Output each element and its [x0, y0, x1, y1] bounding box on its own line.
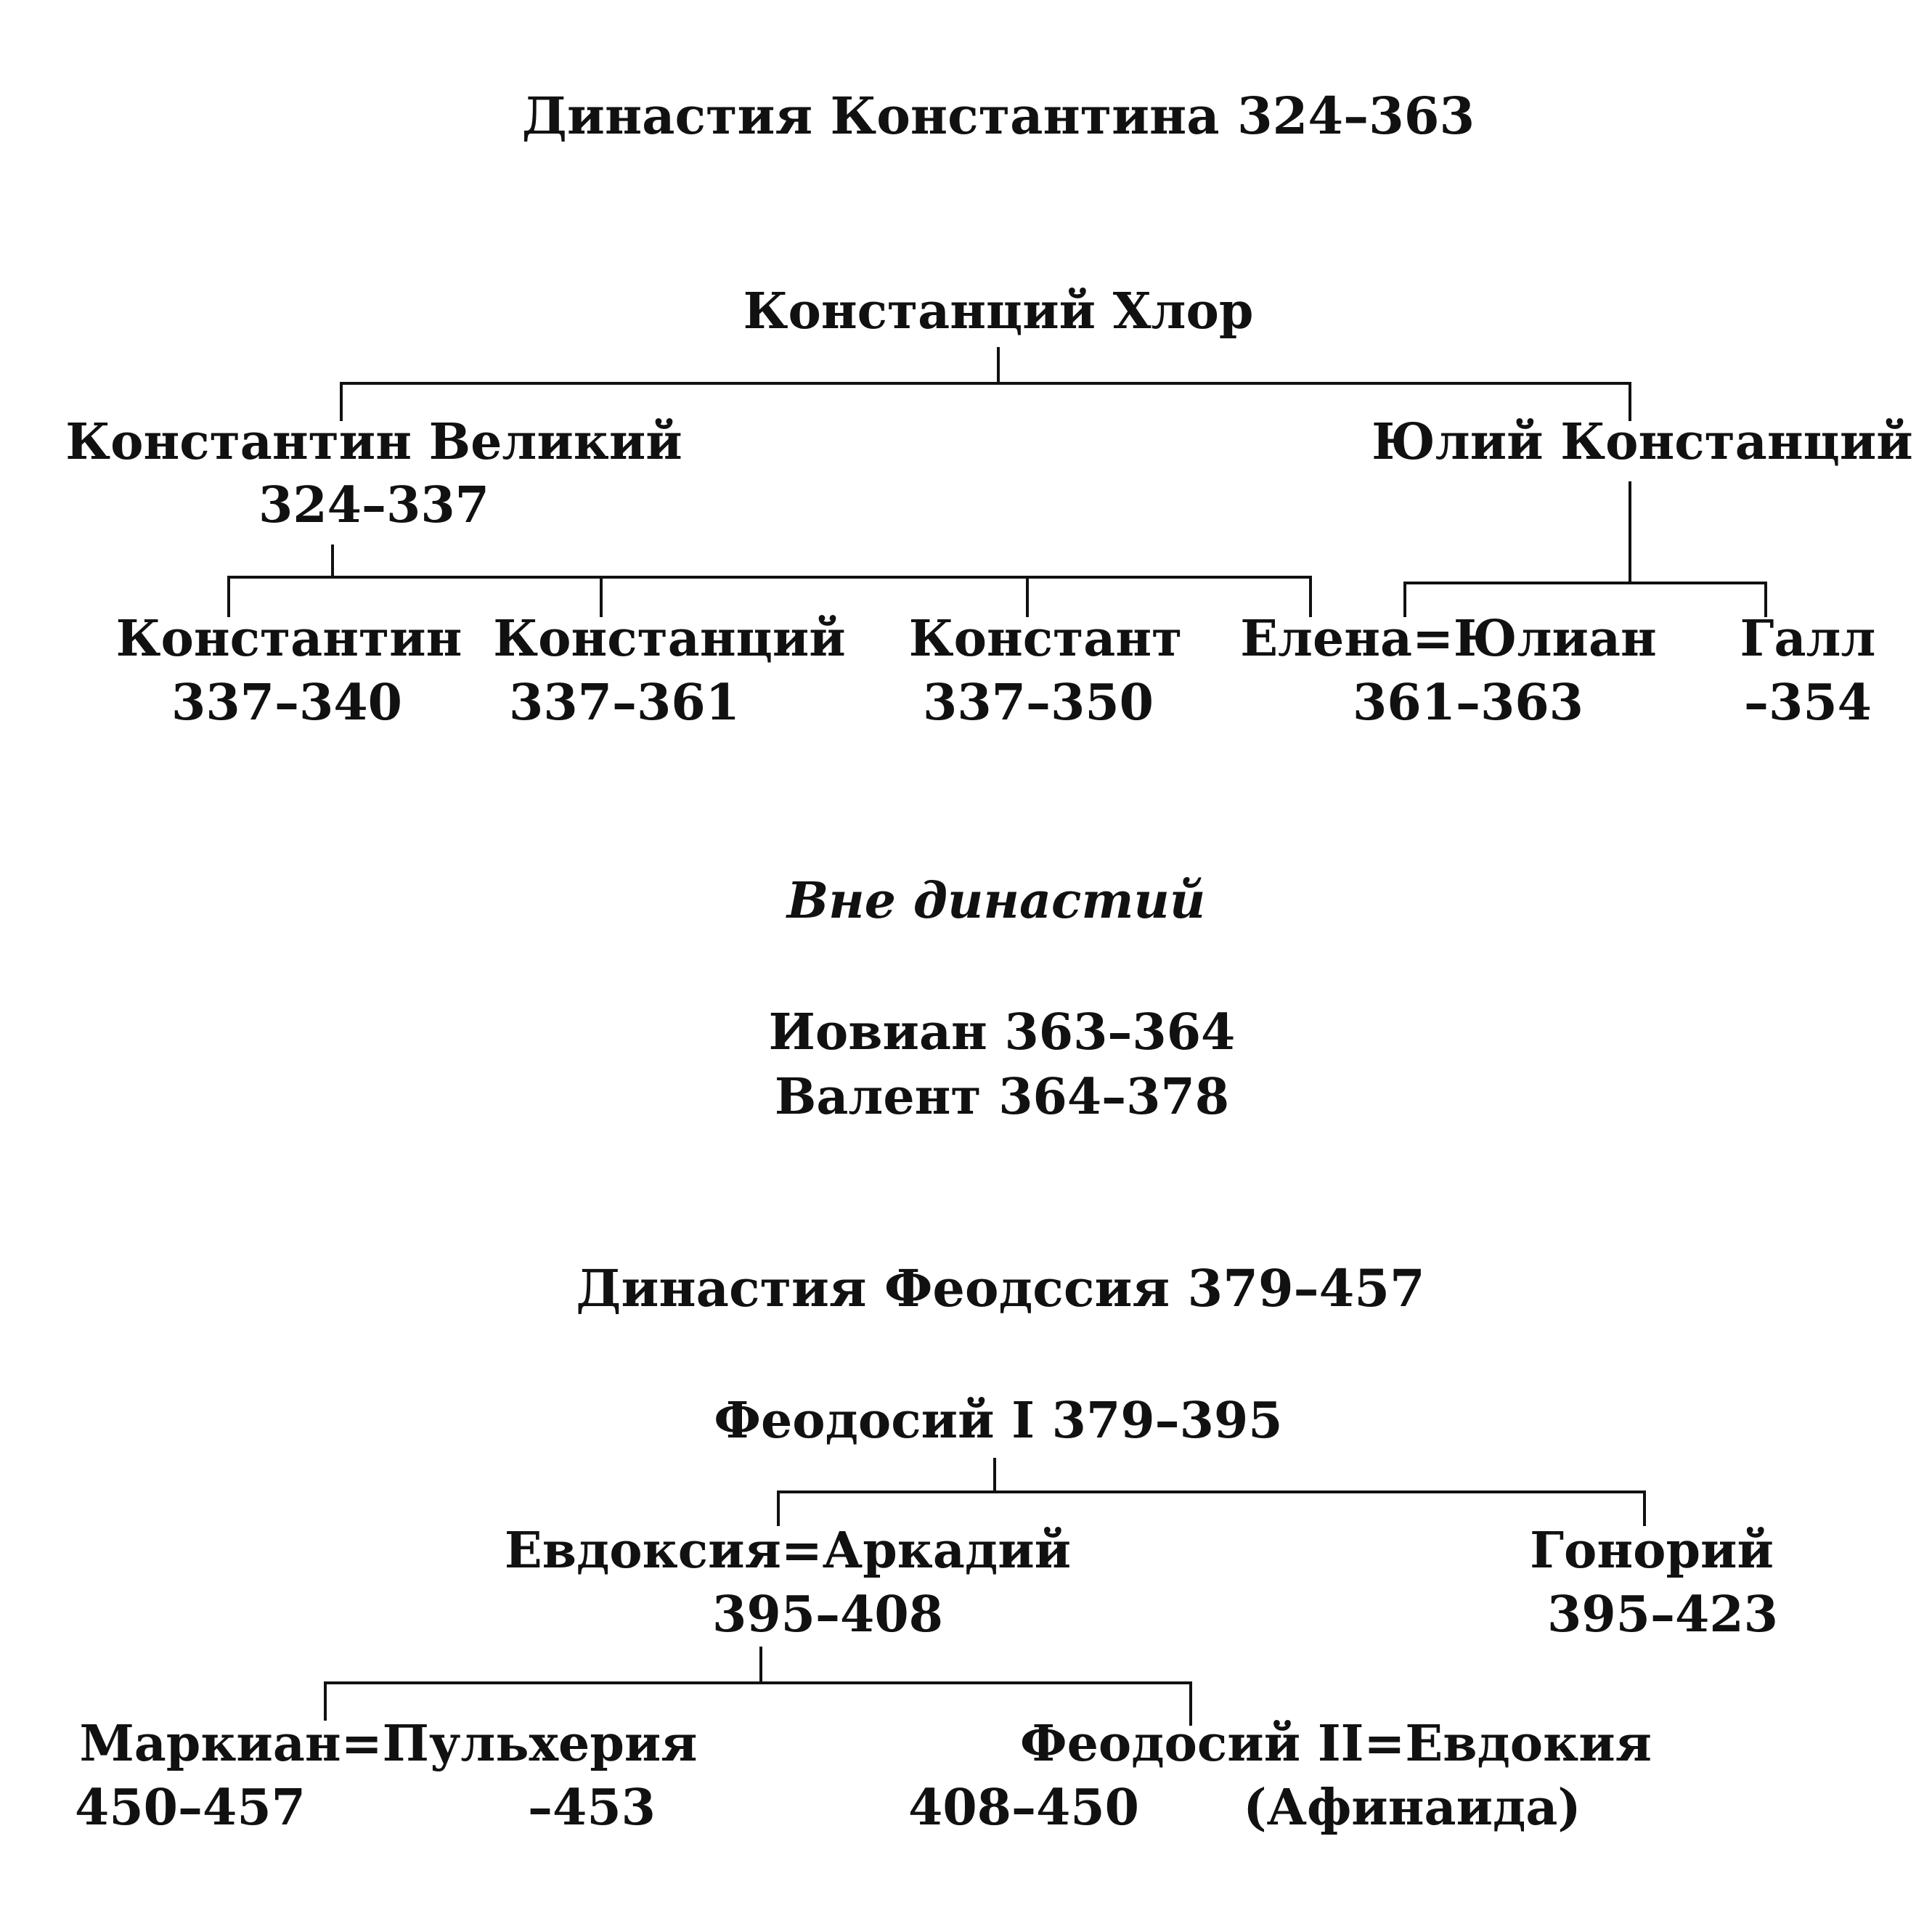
constantine-great-years: 324–337: [258, 476, 489, 534]
constantine-great-name: Константин Великий: [65, 413, 682, 471]
julian-years: 361–363: [1353, 674, 1583, 732]
julius-constantius-name: Юлий Констанций: [1371, 413, 1913, 471]
theodosian-dynasty-title: Династия Феодссия 379–457: [576, 1258, 1425, 1318]
pulcheria-years: –453: [528, 1779, 656, 1837]
marcian-years: 450–457: [75, 1779, 306, 1837]
arcadius-years: 395–408: [712, 1586, 943, 1644]
marcian-pulcheria-name: Маркиан=Пульхерия: [79, 1715, 698, 1773]
jovian: Иовиан 363–364: [768, 1003, 1236, 1061]
theodosius1: Феодосий I 379–395: [714, 1392, 1283, 1450]
constantius-chlorus: Констанций Хлор: [743, 282, 1254, 340]
gallus-name: Галл: [1740, 610, 1876, 668]
constans-years: 337–350: [923, 674, 1154, 732]
gallus-years: –354: [1744, 674, 1872, 732]
constantine-dynasty-title: Династия Константина 324–363: [521, 86, 1475, 146]
athenais-note: (Афинаида): [1243, 1779, 1581, 1837]
constantius2-years: 337–361: [509, 674, 740, 732]
theodosius2-years: 408–450: [908, 1779, 1139, 1837]
eudoxia-arcadius-name: Евдоксия=Аркадий: [504, 1522, 1072, 1580]
valens: Валент 364–378: [774, 1068, 1230, 1126]
constans-name: Констант: [908, 610, 1183, 668]
honorius-name: Гонорий: [1530, 1522, 1774, 1580]
helena-julian-name: Елена=Юлиан: [1240, 610, 1657, 668]
honorius-years: 395–423: [1547, 1586, 1778, 1644]
constantius2-name: Констанций: [493, 610, 846, 668]
outside-dynasties-title: Вне династий: [786, 872, 1206, 930]
theodosius2-eudocia-name: Феодосий II=Евдокия: [1020, 1715, 1652, 1773]
constantine2-name: Константин: [115, 610, 462, 668]
constantine2-years: 337–340: [171, 674, 402, 732]
